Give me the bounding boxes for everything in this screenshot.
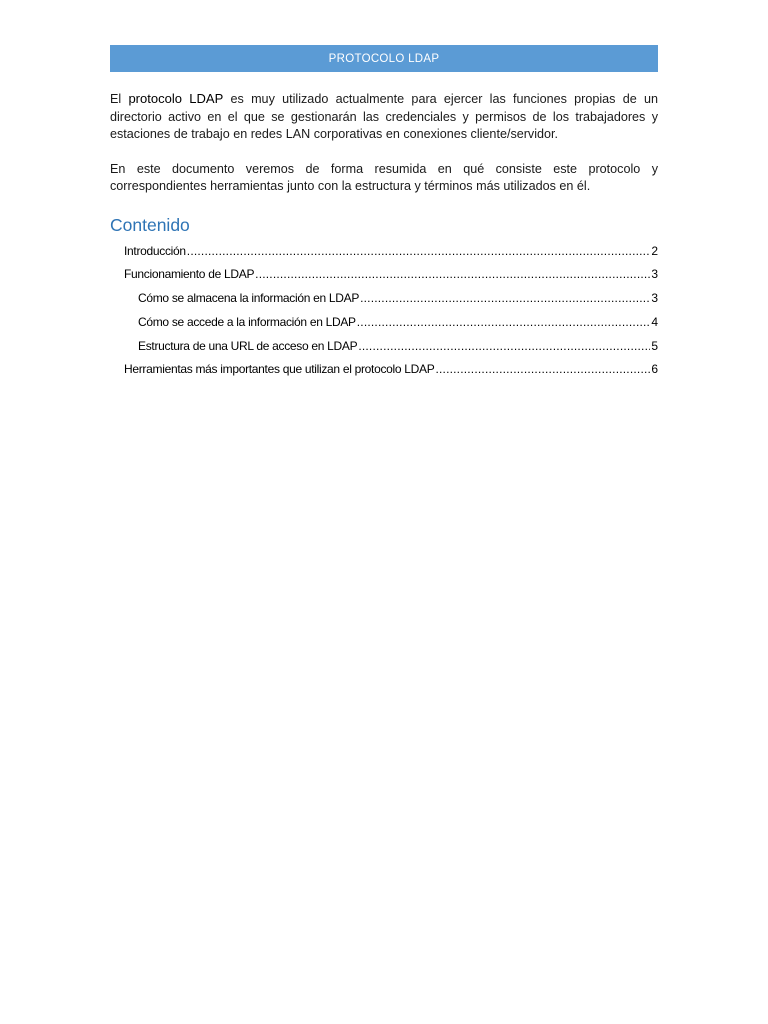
toc-dot-leader — [360, 287, 650, 311]
toc-dot-leader — [435, 358, 650, 382]
toc-entry-label: Estructura de una URL de acceso en LDAP — [138, 338, 358, 353]
intro-suffix: es muy utilizado actualmente para ejercer las funciones propias de un directorio activo en el que se gestionarán las credenciales y permisos de los trabajadores y estaciones de trabajo en redes LAN corporativas en conexiones cliente/servidor. — [110, 92, 658, 141]
toc-dot-leader — [187, 240, 651, 264]
toc-entry-label: Cómo se almacena la información en LDAP — [138, 291, 360, 306]
toc-dot-leader — [357, 311, 651, 335]
toc-page-number: 4 — [651, 314, 658, 329]
toc-entry-label: Funcionamiento de LDAP — [124, 267, 255, 282]
toc-page-number: 3 — [651, 291, 658, 306]
toc-entry-label: Herramientas más importantes que utilizan el protocolo LDAP — [124, 362, 435, 377]
table-of-contents — [110, 240, 658, 383]
intro-paragraph-2: En este documento veremos de forma resumida en qué consiste este protocolo y correspondientes herramientas junto con la estructura y términos más utilizados en él. — [110, 161, 658, 193]
toc-page-number: 2 — [651, 243, 658, 258]
toc-entry-funcionamiento[interactable] — [110, 263, 658, 287]
toc-page-number: 6 — [651, 362, 658, 377]
toc-entry-accede[interactable] — [110, 311, 658, 335]
toc-entry-label: Cómo se accede a la información en LDAP — [138, 314, 356, 329]
toc-entry-herramientas[interactable] — [110, 358, 658, 382]
toc-entry-introduccion[interactable] — [110, 240, 658, 264]
toc-page-number: 5 — [651, 338, 658, 353]
toc-heading: Contenido — [110, 214, 190, 235]
toc-entry-almacena[interactable] — [110, 287, 658, 311]
toc-dot-leader — [255, 263, 650, 287]
intro-prefix: El — [110, 92, 129, 106]
toc-dot-leader — [358, 335, 650, 359]
document-title-banner: PROTOCOLO LDAP — [110, 45, 658, 72]
intro-paragraph-1 — [110, 90, 658, 144]
toc-entry-estructura-url[interactable] — [110, 335, 658, 359]
toc-entry-label: Introducción — [124, 243, 186, 258]
document-page — [110, 45, 658, 382]
toc-page-number: 3 — [651, 267, 658, 282]
intro-highlight-term: protocolo LDAP — [128, 91, 224, 106]
